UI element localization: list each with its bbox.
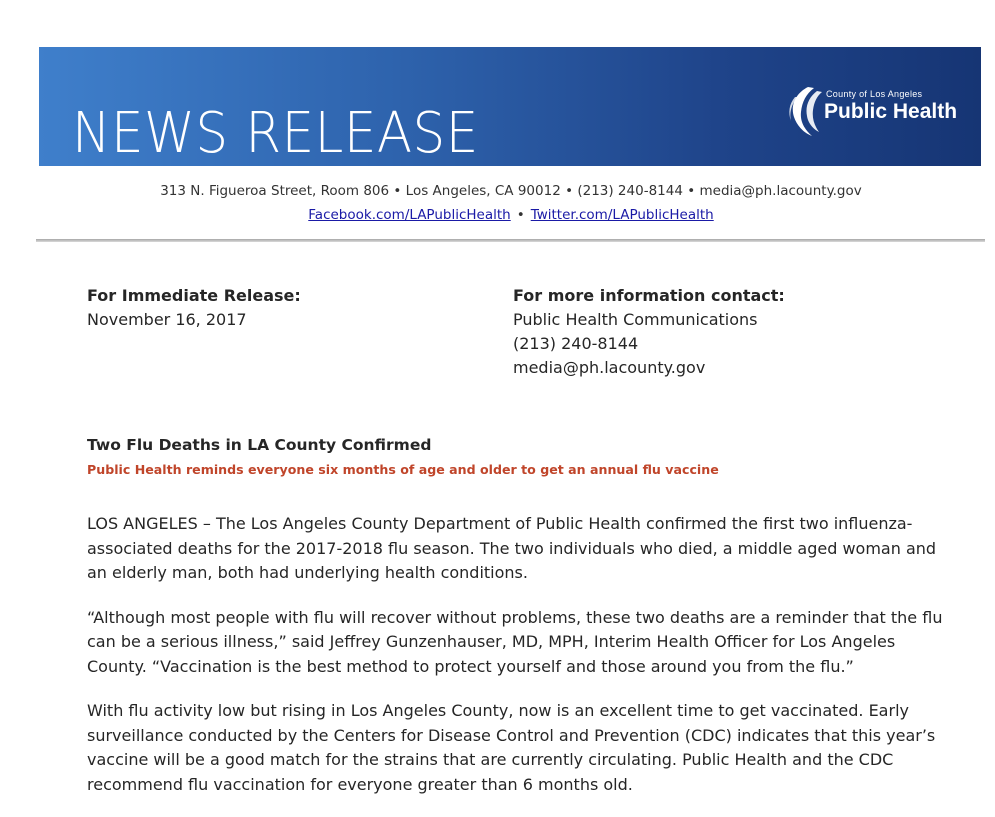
contact-phone: (213) 240-8144 [513, 334, 639, 353]
article-paragraph: LOS ANGELES – The Los Angeles County Department of Public Health confirmed the first two influenza-associated deaths for the 2017-2018 flu season. The two individuals who died, a middle aged woman and an elderly man, both had underlying health conditions. [87, 514, 937, 582]
logo-public-health-text: Public Health [824, 100, 958, 123]
email-text: media@ph.lacounty.gov [699, 183, 862, 199]
release-date: November 16, 2017 [87, 310, 247, 329]
contact-label: For more information contact: [513, 286, 785, 305]
separator-dot: • [516, 207, 525, 223]
facebook-link[interactable]: Facebook.com/LAPublicHealth [308, 207, 511, 223]
separator-dot: • [687, 183, 700, 199]
article-body [87, 512, 947, 817]
phone-text: (213) 240-8144 [577, 183, 683, 199]
article-headline: Two Flu Deaths in LA County Confirmed [87, 436, 432, 454]
public-health-logo-icon [784, 83, 824, 139]
social-links [0, 207, 995, 223]
city-text: Los Angeles, CA 90012 [405, 183, 561, 199]
article-paragraph: With flu activity low but rising in Los Angeles County, now is an excellent time to get vaccinated. Early surveillance conducted by the Centers for Disease Control and Prevention (CDC) indicates that this year’s vaccine will be a good match for the strains that are currently circulating. Public Health and the CDC recommend flu vaccination for everyone greater than 6 months old. [87, 701, 936, 794]
release-label: For Immediate Release: [87, 286, 301, 305]
contact-info [513, 284, 785, 380]
article-paragraph: “Although most people with flu will recover without problems, these two deaths are a reminder that the flu can be a serious illness,” said Jeffrey Gunzenhauser, MD, MPH, Interim Health Officer for Los Angeles County. “Vaccination is the best method to protect yourself and those around you from the flu.” [87, 607, 943, 676]
news-release-banner [39, 47, 981, 166]
public-health-logo[interactable] [784, 83, 969, 139]
contact-name: Public Health Communications [513, 310, 758, 329]
banner-title: NEWS RELEASE [72, 101, 479, 166]
address-text: 313 N. Figueroa Street, Room 806 [160, 183, 390, 199]
separator-dot: • [393, 183, 406, 199]
release-info [87, 284, 301, 332]
header-divider [36, 239, 985, 242]
separator-dot: • [565, 183, 578, 199]
contact-bar [0, 183, 995, 199]
logo-county-text: County of Los Angeles [826, 89, 923, 99]
twitter-link[interactable]: Twitter.com/LAPublicHealth [530, 207, 714, 223]
contact-email: media@ph.lacounty.gov [513, 358, 706, 377]
article-subheadline: Public Health reminds everyone six months of age and older to get an annual flu vaccine [87, 462, 719, 477]
